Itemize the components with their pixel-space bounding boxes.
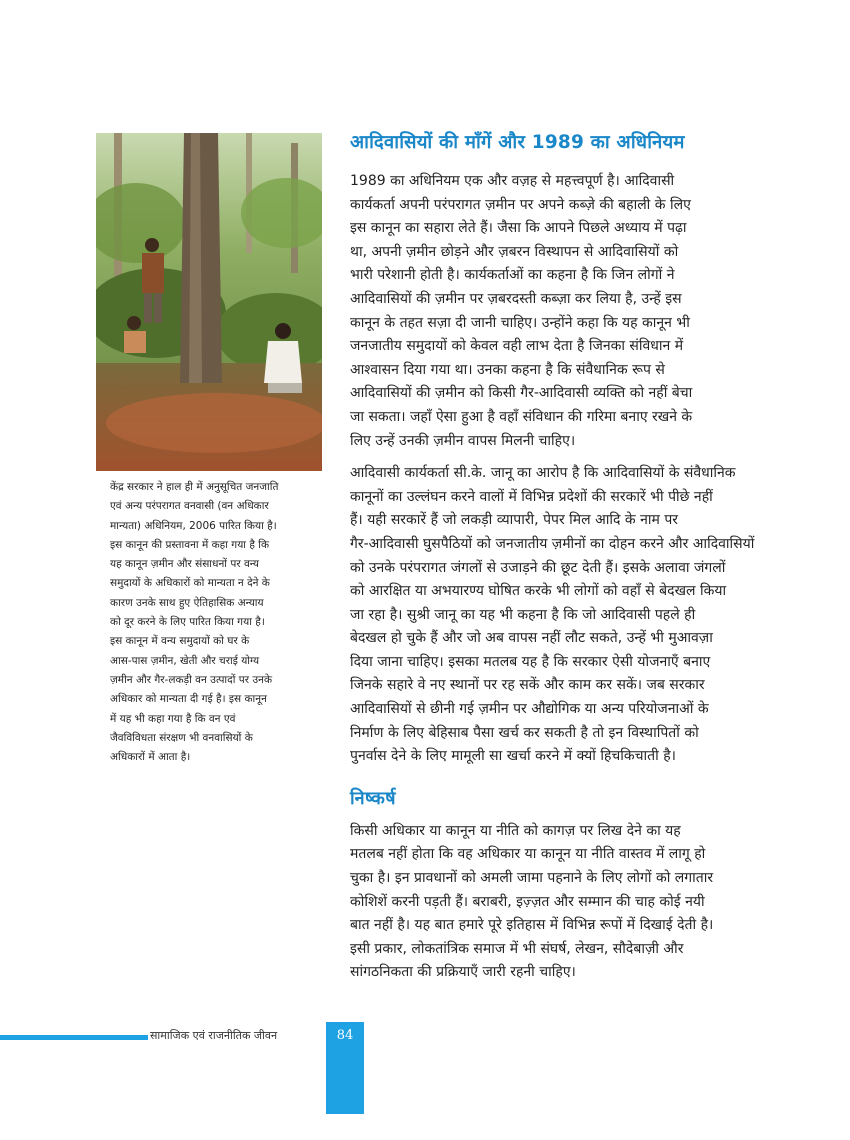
page-number-tab [326, 1022, 364, 1114]
photo-forest-workers [96, 133, 322, 471]
section-heading: आदिवासियों की माँगें और 1989 का अधिनियम [350, 132, 685, 153]
photo-caption: केंद्र सरकार ने हाल ही में अनुसूचित जनजाति एवं अन्य परंपरागत वनवासी (वन अधिकार मान्यता) अधिनियम, 2006 पारित किया है। इस कानून की प्रस्तावना में कहा गया है कि यह कानून ज़मीन और संसाधनों पर वन्य समुदायों के अधिकारों को मान्यता न देने के कारण उनके साथ हुए ऐतिहासिक अन्याय को दूर करने के लिए पारित किया गया है। इस कानून में वन्य समुदायों को घर के आस-पास ज़मीन, खेती और चराई योग्य ज़मीन और गैर-लकड़ी वन उत्पादों पर उनके अधिकार को मान्यता दी गई है। इस कानून में यह भी कहा गया है कि वन एवं जैवविविधता संरक्षण भी वनवासियों के अधिकारों में आता है। [110, 481, 279, 764]
conclusion-paragraph: किसी अधिकार या कानून या नीति को कागज़ पर लिख देने का यह मतलब नहीं होता कि वह अधिकार या कानून या नीति वास्तव में लागू हो चुका है। इन प्रावधानों को अमली जामा पहनाने के लिए लोगों को लगातार कोशिशें करनी पड़ती हैं। बराबरी, इज़्ज़त और सम्मान की चाह कोई नयी बात नहीं है। यह बात हमारे पूरे इतिहास में विभिन्न रूपों में दिखाई देती है। इसी प्रकार, लोकतांत्रिक समाज में भी संघर्ष, लेखन, सौदेबाज़ी और सांगठनिकता की प्रक्रियाएँ जारी रहनी चाहिए। [350, 822, 714, 981]
paragraph-2: आदिवासी कार्यकर्ता सी.के. जानू का आरोप है कि आदिवासियों के संवैधानिक कानूनों का उल्लंघन करने वालों में विभिन्न प्रदेशों की सरकारें भी पीछे नहीं हैं। यही सरकारें हैं जो लकड़ी व्यापारी, पेपर मिल आदि के नाम पर गैर-आदिवासी घुसपैठियों को जनजातीय ज़मीनों का दोहन करने और आदिवासियों को उनके परंपरागत जंगलों से उजाड़ने की छूट देती हैं। इसके अलावा जंगलों को आरक्षित या अभयारण्य घोषित करके भी लोगों को वहाँ से बेदखल किया जा रहा है। सुश्री जानू का यह भी कहना है कि जो आदिवासी पहले ही बेदखल हो चुके हैं और जो अब वापस नहीं लौट सकते, उन्हें भी मुआवज़ा दिया जाना चाहिए। इसका मतलब यह है कि सरकार ऐसी योजनाएँ बनाए जिनके सहारे वे नए स्थानों पर रह सकें और काम कर सकें। जब सरकार आदिवासियों से छीनी गई ज़मीन पर औद्योगिक या अन्य परियोजनाओं के निर्माण के लिए बेहिसाब पैसा खर्च कर सकती है तो इन विस्थापितों को पुनर्वास देने के लिए मामूली सा खर्चा करने में क्यों हिचकिचाती है। [350, 465, 755, 765]
forest-photo-illustration [96, 133, 322, 471]
page-number: 84 [336, 1028, 354, 1043]
conclusion-heading: निष्कर्ष [350, 787, 396, 809]
paragraph-1: 1989 का अधिनियम एक और वज़ह से महत्त्वपूर्ण है। आदिवासी कार्यकर्ता अपनी परंपरागत ज़मीन पर अपने कब्ज़े की बहाली के लिए इस कानून का सहारा लेते हैं। जैसा कि आपने पिछले अध्याय में पढ़ा था, अपनी ज़मीन छोड़ने और ज़बरन विस्थापन से आदिवासियों को भारी परेशानी होती है। कार्यकर्ताओं का कहना है कि जिन लोगों ने आदिवासियों की ज़मीन पर ज़बरदस्ती कब्ज़ा कर लिया है, उन्हें इस कानून के तहत सज़ा दी जानी चाहिए। उन्होंने कहा कि यह कानून भी जनजातीय समुदायों को केवल वही लाभ देता है जिनका संविधान में आश्वासन दिया गया था। उनका कहना है कि संवैधानिक रूप से आदिवासियों की ज़मीन को किसी गैर-आदिवासी व्यक्ति को नहीं बेचा जा सकता। जहाँ ऐसा हुआ है वहाँ संविधान की गरिमा बनाए रखने के लिए उन्हें उनकी ज़मीन वापस मिलनी चाहिए। [350, 173, 693, 449]
footer-rule [0, 1035, 148, 1040]
main-content [350, 128, 770, 985]
footer-book-title: सामाजिक एवं राजनीतिक जीवन [150, 1029, 278, 1042]
